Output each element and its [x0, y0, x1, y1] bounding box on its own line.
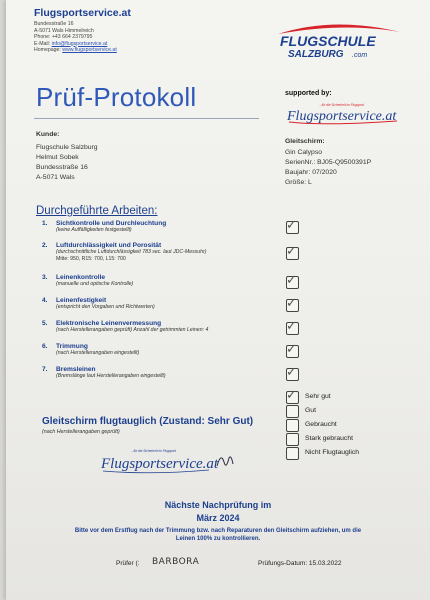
item-checkbox[interactable]	[286, 341, 299, 358]
verdict-text: Gleitschirm flugtauglich (Zustand: Sehr Gut)	[42, 416, 254, 427]
checkmark-icon: ✓	[286, 272, 297, 287]
logo-suffix: .com	[352, 52, 368, 59]
glider-serial: SerienNr.: BJ05-Q9500391P	[285, 159, 372, 166]
logo-line2: SALZBURG	[288, 49, 344, 60]
item-checkbox[interactable]	[286, 272, 299, 289]
work-item	[42, 343, 282, 357]
checkmark-icon: ✓	[286, 387, 297, 402]
item-title: Leinenkontrolle	[56, 274, 106, 281]
work-item	[42, 320, 282, 334]
item-title: Bremsleinen	[56, 366, 96, 373]
item-title: Leinenfestigkeit	[56, 297, 107, 304]
email-label: E-Mail:	[34, 40, 52, 47]
item-note: Mitte: 950, R15: 700, L15: 700	[56, 255, 126, 262]
checkmark-icon: ✓	[286, 318, 297, 333]
item-checkbox[interactable]	[286, 217, 299, 234]
condition-checkbox-gut[interactable]	[286, 405, 299, 418]
flugsportservice-logo	[285, 100, 405, 126]
condition-checkbox-sehr-gut[interactable]	[286, 387, 299, 404]
checkmark-icon: ✓	[286, 341, 297, 356]
inspector-label: Prüfer (:	[116, 560, 140, 567]
item-note: (Bremslänge laut Herstellerangaben eingestellt)	[56, 373, 166, 379]
condition-label: Stark gebraucht	[305, 435, 353, 442]
item-number: 3.	[42, 274, 48, 281]
customer-line: Helmut Sobek	[36, 154, 79, 161]
item-note: (durchschnittliche Luftdurchlässigkeit 783 sec. laut JDC-Messuhr)	[56, 249, 207, 255]
homepage-link[interactable]: www.flugsportservice.at	[62, 47, 117, 53]
work-item	[42, 297, 282, 311]
customer-label: Kunde:	[36, 131, 60, 138]
inspection-date: Prüfungs-Datum: 15.03.2022	[258, 560, 342, 567]
item-checkbox[interactable]	[286, 318, 299, 335]
checkmark-icon: ✓	[286, 243, 297, 258]
verdict-note: (nach Herstellerangaben geprüft)	[42, 429, 120, 435]
condition-label: Nicht Flugtauglich	[305, 449, 360, 456]
work-item	[42, 242, 282, 262]
item-note: (keine Auffälligkeiten festgestellt)	[56, 227, 132, 233]
item-note: (manuelle und optische Kontrolle)	[56, 281, 134, 287]
item-number: 4.	[42, 297, 48, 304]
customer-line: Flugschule Salzburg	[36, 144, 98, 151]
condition-checkbox-nicht-flugtauglich[interactable]	[286, 447, 299, 460]
company-city: A-5071 Wals Himmelreich	[34, 27, 94, 34]
item-title: Trimmung	[56, 343, 88, 350]
sponsor-name: Flugsportservice.at	[287, 109, 397, 124]
next-check-note: Leinen 100% zu kontrollieren.	[175, 536, 261, 542]
condition-label: Gebraucht	[305, 421, 337, 428]
checkmark-icon: ✓	[286, 364, 297, 379]
condition-checkbox-stark-gebraucht[interactable]	[286, 433, 299, 446]
item-checkbox[interactable]	[286, 243, 299, 260]
company-name: Flugsportservice.at	[34, 7, 131, 19]
condition-label: Gut	[305, 407, 316, 414]
item-number: 5.	[42, 320, 48, 327]
works-heading: Durchgeführte Arbeiten:	[36, 205, 158, 217]
work-item	[42, 220, 282, 234]
item-note: (nach Herstellerangaben geprüft) Anzahl der getrimmten Leinen: 4	[56, 327, 209, 333]
work-item	[42, 366, 282, 380]
item-number: 2.	[42, 242, 48, 249]
checkmark-icon: ✓	[286, 217, 297, 232]
work-item	[42, 274, 282, 288]
item-number: 6.	[42, 343, 48, 350]
page-title: Prüf-Protokoll	[36, 82, 197, 112]
checkmark-icon: ✓	[286, 295, 297, 310]
homepage-label: Homepage:	[34, 47, 63, 53]
item-title: Elektronische Leinenvermessung	[56, 320, 162, 327]
item-title: Sichtkontrolle und Durchleuchtung	[56, 220, 167, 227]
glider-label: Gleitschirm:	[285, 138, 325, 145]
title-divider	[34, 118, 259, 119]
customer-line: A-5071 Wals	[36, 174, 75, 181]
company-homepage-row	[34, 47, 117, 54]
stamp-name: Flugsportservice.at	[101, 456, 219, 472]
stamp-tagline: ...für die Sicherheit im Flugsport	[131, 449, 176, 453]
glider-line: Gin Calypso	[285, 149, 323, 156]
flugschule-salzburg-logo	[274, 20, 404, 62]
email-link[interactable]: info@flugsportservice.at	[51, 40, 108, 47]
condition-checkbox-gebraucht[interactable]	[286, 419, 299, 432]
customer-line: Bundesstraße 16	[36, 164, 88, 171]
item-checkbox[interactable]	[286, 364, 299, 381]
protocol-page	[6, 0, 430, 600]
glider-size: Größe: L	[285, 179, 312, 186]
company-street: Bundesstraße 16	[34, 21, 74, 27]
item-checkbox[interactable]	[286, 295, 299, 312]
glider-year: Baujahr: 07/2020	[285, 169, 337, 176]
next-check-note: Bitte vor dem Erstflug nach der Trimmung bzw. nach Reparaturen den Gleitschirm aufziehen, um die	[74, 528, 362, 534]
company-stamp	[101, 444, 236, 480]
supported-by-label: supported by:	[285, 90, 332, 97]
sponsor-tagline: ...für die Sicherheit im Flugsport	[319, 103, 364, 107]
inspector-name: BARBORA	[152, 557, 200, 567]
item-number: 7.	[42, 366, 48, 373]
condition-label: Sehr gut	[305, 393, 331, 400]
item-note: (nach Herstellerangaben eingestellt)	[56, 350, 140, 356]
logo-line1: FLUGSCHULE	[280, 33, 376, 49]
company-phone: Phone: +43 664 2379795	[34, 34, 93, 40]
item-title: Luftdurchlässigkeit und Porosität	[56, 242, 162, 249]
next-check-date: März 2024	[196, 513, 240, 523]
item-note: (entspricht den Vorgaben und Richtwerten)	[56, 304, 155, 310]
next-check-title: Nächste Nachprüfung im	[164, 500, 272, 510]
item-number: 1.	[42, 220, 48, 227]
signature-stroke	[217, 457, 233, 466]
